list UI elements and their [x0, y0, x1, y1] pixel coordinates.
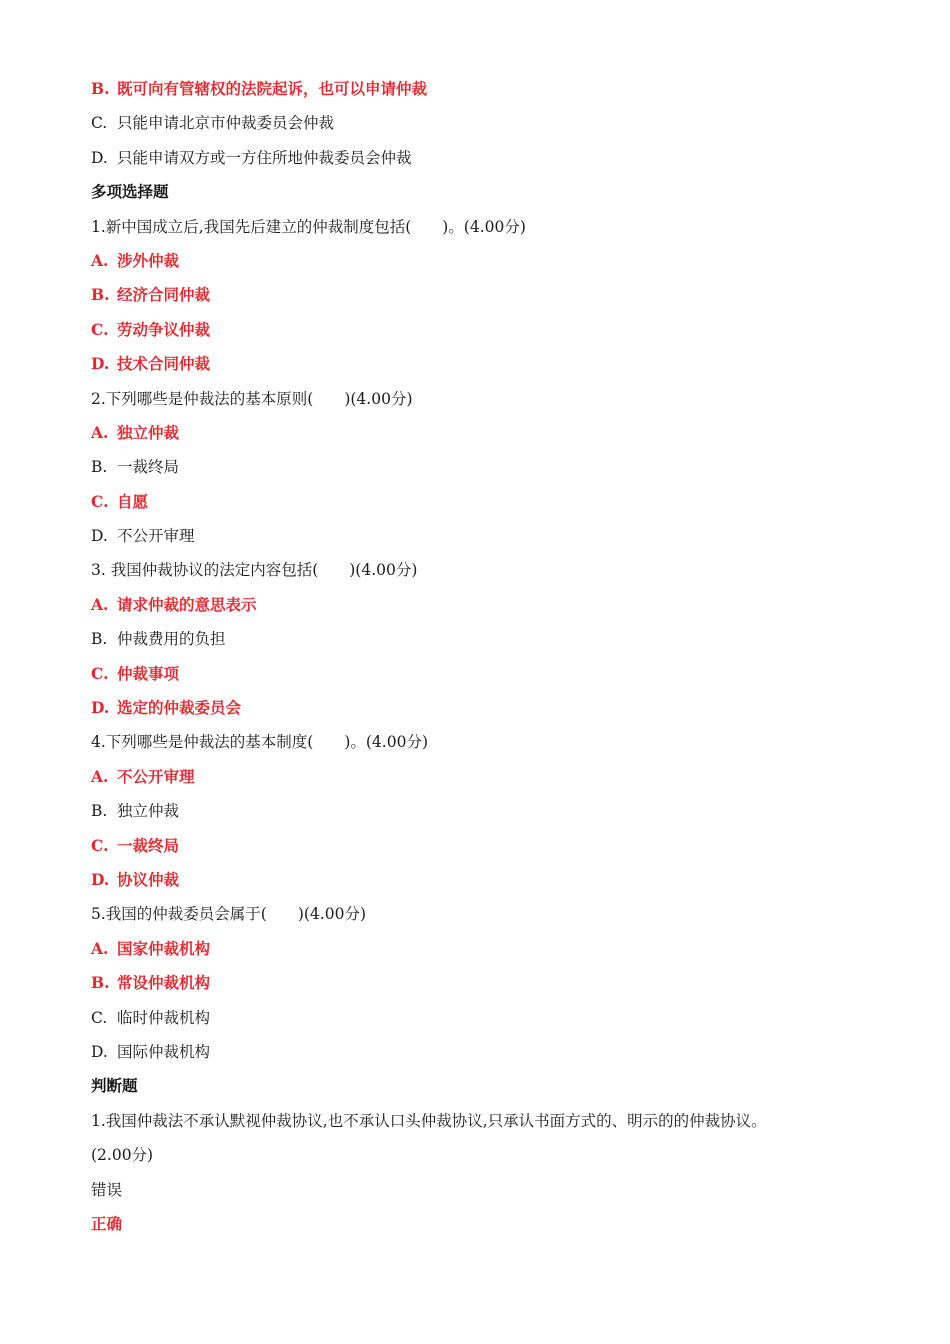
option-text: 技术合同仲裁 — [117, 354, 211, 374]
option-text: 不公开审理 — [117, 527, 195, 546]
option-label: B. — [91, 79, 110, 98]
option-line — [91, 760, 911, 794]
option-line — [91, 588, 911, 622]
section-heading-judge: 判断题 — [91, 1076, 138, 1096]
option-text: 国际仲裁机构 — [117, 1042, 211, 1061]
option-line — [91, 829, 911, 863]
option-label: B. — [91, 630, 108, 649]
option-text: 既可向有管辖权的法院起诉，也可以申请仲裁 — [117, 79, 428, 98]
option-line — [91, 863, 911, 897]
document-page — [91, 72, 911, 1241]
option-text: 请求仲裁的意思表示 — [117, 594, 257, 614]
option-label: B. — [91, 802, 108, 821]
option-label: C. — [91, 663, 109, 683]
option-label: C. — [91, 835, 109, 855]
question-stem: 5.我国的仲裁委员会属于( )(4.00分) — [91, 905, 366, 924]
option-line — [91, 141, 911, 175]
option-line — [91, 691, 911, 725]
option-label: A. — [91, 594, 109, 614]
question-stem: 1.我国仲裁法不承认默视仲裁协议,也不承认口头仲裁协议,只承认书面方式的、明示的的仲裁协议。 — [91, 1111, 767, 1130]
option-label: A. — [91, 250, 109, 270]
option-text: 一裁终局 — [117, 835, 180, 855]
prev-question-options — [91, 72, 911, 175]
option-line — [91, 347, 911, 381]
option-label: D. — [91, 698, 110, 718]
option-text: 独立仲裁 — [117, 802, 180, 821]
option-text: 仲裁费用的负担 — [117, 630, 226, 649]
option-text: 涉外仲裁 — [117, 250, 180, 270]
option-label: B. — [91, 973, 110, 993]
option-label: D. — [91, 527, 108, 546]
question-stem: 1.新中国成立后,我国先后建立的仲裁制度包括( )。(4.00分) — [91, 217, 526, 236]
question-stem: 4.下列哪些是仲裁法的基本制度( )。(4.00分) — [91, 733, 428, 752]
option-line — [91, 72, 911, 106]
option-label: C. — [91, 114, 108, 133]
answer-false: 错误 — [91, 1180, 123, 1199]
option-text: 只能申请北京市仲裁委员会仲裁 — [117, 114, 335, 133]
option-label: B. — [91, 458, 108, 477]
option-text: 临时仲裁机构 — [117, 1008, 211, 1027]
option-label: C. — [91, 1008, 108, 1027]
option-text: 独立仲裁 — [117, 422, 180, 442]
question-stem: 3. 我国仲裁协议的法定内容包括( )(4.00分) — [91, 561, 418, 580]
option-label: A. — [91, 938, 109, 958]
question-score: (2.00分) — [91, 1146, 154, 1165]
option-text: 自愿 — [117, 491, 149, 511]
option-label: A. — [91, 422, 109, 442]
option-text: 常设仲裁机构 — [117, 973, 211, 993]
option-label: D. — [91, 869, 110, 889]
section-heading-multi: 多项选择题 — [91, 182, 169, 202]
option-label: A. — [91, 766, 109, 786]
option-line — [91, 106, 911, 140]
option-text: 协议仲裁 — [117, 869, 180, 889]
option-line — [91, 932, 911, 966]
option-line — [91, 657, 911, 691]
option-text: 劳动争议仲裁 — [117, 319, 211, 339]
option-label: D. — [91, 1042, 108, 1061]
option-line — [91, 1035, 911, 1069]
option-line — [91, 966, 911, 1000]
option-text: 国家仲裁机构 — [117, 938, 211, 958]
option-line — [91, 244, 911, 278]
option-line — [91, 622, 911, 656]
option-label: D. — [91, 354, 110, 374]
option-text: 经济合同仲裁 — [117, 285, 211, 305]
option-text: 只能申请双方或一方住所地仲裁委员会仲裁 — [117, 148, 412, 167]
option-text: 不公开审理 — [117, 766, 195, 786]
option-line — [91, 485, 911, 519]
option-label: B. — [91, 285, 110, 305]
option-line — [91, 313, 911, 347]
option-text: 一裁终局 — [117, 458, 180, 477]
option-label: C. — [91, 491, 109, 511]
option-text: 仲裁事项 — [117, 663, 180, 683]
option-line — [91, 794, 911, 828]
option-line — [91, 450, 911, 484]
option-line — [91, 416, 911, 450]
option-line — [91, 519, 911, 553]
option-line — [91, 1001, 911, 1035]
answer-true: 正确 — [91, 1213, 123, 1233]
question-stem: 2.下列哪些是仲裁法的基本原则( )(4.00分) — [91, 389, 413, 408]
option-label: C. — [91, 319, 109, 339]
option-line — [91, 278, 911, 312]
option-text: 选定的仲裁委员会 — [117, 698, 242, 718]
option-label: D. — [91, 148, 108, 167]
